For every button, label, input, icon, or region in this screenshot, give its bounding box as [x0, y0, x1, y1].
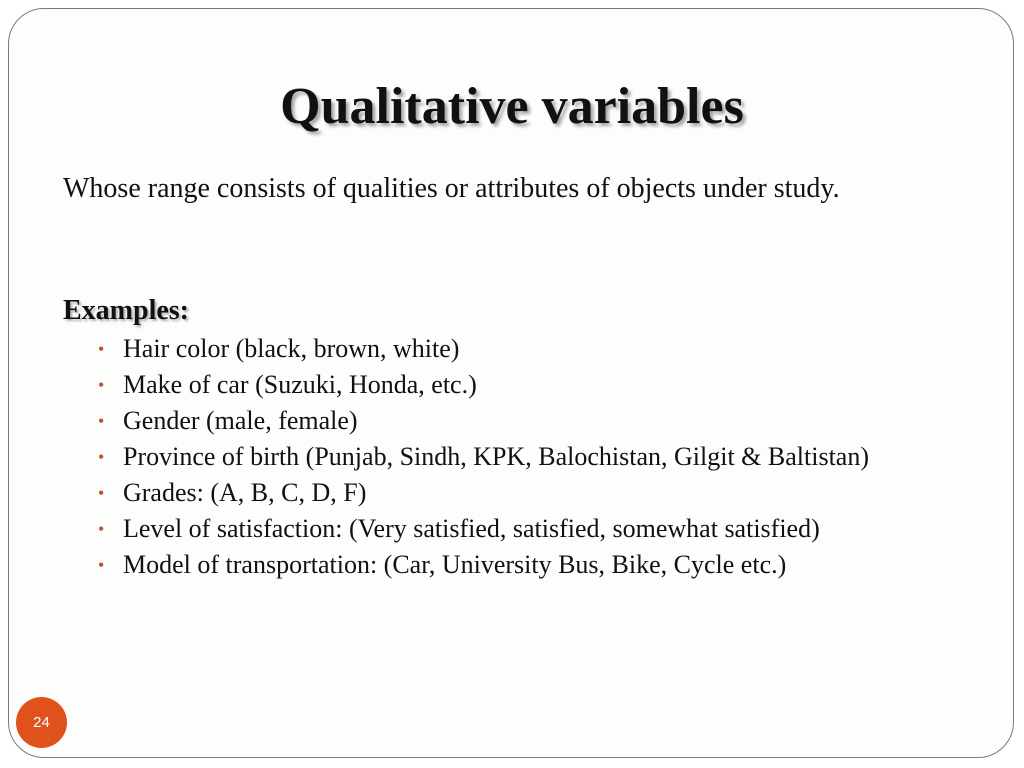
list-item [96, 370, 976, 400]
list-item-text: Gender (male, female) [123, 406, 358, 435]
list-item [96, 334, 976, 364]
bullet-icon: • [98, 447, 105, 467]
intro-text: Whose range consists of qualities or attributes of objects under study. [63, 173, 840, 204]
page-number: 24 [33, 714, 50, 731]
list-item [96, 406, 976, 436]
list-item-text: Level of satisfaction: (Very satisfied, satisfied, somewhat satisfied) [123, 514, 820, 543]
list-item [96, 478, 976, 508]
list-item-text: Make of car (Suzuki, Honda, etc.) [123, 370, 477, 399]
list-item-text: Province of birth (Punjab, Sindh, KPK, Balochistan, Gilgit & Baltistan) [123, 442, 870, 471]
bullet-icon: • [98, 555, 105, 575]
list-item [96, 442, 976, 472]
list-item [96, 514, 976, 544]
examples-list [96, 334, 976, 586]
list-item-text: Model of transportation: (Car, University Bus, Bike, Cycle etc.) [123, 550, 787, 579]
list-item-text: Grades: (A, B, C, D, F) [123, 478, 367, 507]
bullet-icon: • [98, 519, 105, 539]
examples-heading: Examples: [63, 295, 189, 326]
list-item-text: Hair color (black, brown, white) [123, 334, 460, 363]
bullet-icon: • [98, 339, 105, 359]
page-number-badge [16, 697, 67, 748]
bullet-icon: • [98, 411, 105, 431]
bullet-icon: • [98, 375, 105, 395]
bullet-icon: • [98, 483, 105, 503]
slide-title: Qualitative variables [280, 78, 744, 135]
list-item [96, 550, 976, 580]
